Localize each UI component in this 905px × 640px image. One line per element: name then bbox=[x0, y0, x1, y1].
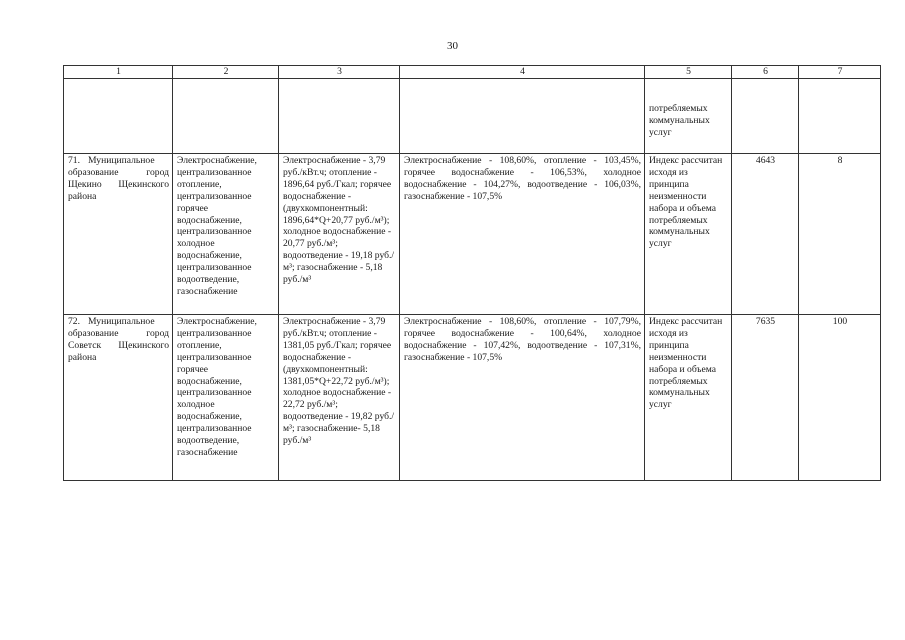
table-header-row bbox=[64, 66, 881, 79]
value-cell-col7: 100 bbox=[799, 315, 881, 481]
table-row-continuation bbox=[64, 79, 881, 154]
header-cell: 6 bbox=[732, 66, 799, 79]
empty-cell bbox=[732, 79, 799, 154]
method-cell: Индекс рассчитан исходя из принципа неизменности набора и объема потребляемых коммунальных услуг bbox=[645, 315, 732, 481]
value-cell-col7: 8 bbox=[799, 154, 881, 315]
tariffs-cell: Электроснабжение - 3,79 руб./кВт.ч; отопление - 1896,64 руб./Гкал; горячее водоснабжение - (двухкомпонентный: 1896,64*Q+20,77 руб./м³); холодное водоснабжение - 20,77 руб./м³; водоотведение - 19,18 руб./м³; газоснабжение - 5,18 руб./м³ bbox=[279, 154, 400, 315]
value-cell-col6: 7635 bbox=[732, 315, 799, 481]
services-cell: Электроснабжение, централизованное отопление, централизованное горячее водоснабжение, централизованное холодное водоснабжение, централизованное водоотведение, газоснабжение bbox=[173, 315, 279, 481]
indices-cell: Электроснабжение - 108,60%, отопление - 107,79%, горячее водоснабжение - 100,64%, холодное водоснабжение - 107,42%, водоотведение - 107,31%, газоснабжение - 107,5% bbox=[400, 315, 645, 481]
header-cell: 7 bbox=[799, 66, 881, 79]
empty-cell bbox=[279, 79, 400, 154]
header-cell: 4 bbox=[400, 66, 645, 79]
row-number: 72. bbox=[68, 316, 80, 327]
municipality-name: образование город Советск Щекинского района bbox=[68, 327, 169, 363]
municipality-name: образование город Щекино Щекинского района bbox=[68, 166, 169, 202]
tariffs-cell: Электроснабжение - 3,79 руб./кВт.ч; отопление - 1381,05 руб./Гкал; горячее водоснабжение - (двухкомпонентный: 1381,05*Q+22,72 руб./м³); холодное водоснабжение - 22,72 руб./м³; водоотведение - 19,82 руб./м³; газоснабжение- 5,18 руб./м³ bbox=[279, 315, 400, 481]
empty-cell bbox=[64, 79, 173, 154]
value-cell-col6: 4643 bbox=[732, 154, 799, 315]
empty-cell bbox=[799, 79, 881, 154]
empty-cell bbox=[400, 79, 645, 154]
row-number: 71. bbox=[68, 155, 80, 166]
page-number: 30 bbox=[447, 40, 458, 52]
empty-cell bbox=[173, 79, 279, 154]
method-cell: потребляемых коммунальных услуг bbox=[645, 79, 732, 154]
services-cell: Электроснабжение, централизованное отопление, централизованное горячее водоснабжение, централизованное холодное водоснабжение, централизованное водоотведение, газоснабжение bbox=[173, 154, 279, 315]
data-table bbox=[63, 65, 881, 481]
table-row bbox=[64, 315, 881, 481]
header-cell: 2 bbox=[173, 66, 279, 79]
header-cell: 5 bbox=[645, 66, 732, 79]
municipality-first-word: Муниципальное bbox=[88, 155, 155, 166]
municipality-cell bbox=[64, 315, 173, 481]
method-cell: Индекс рассчитан исходя из принципа неизменности набора и объема потребляемых коммунальных услуг bbox=[645, 154, 732, 315]
header-cell: 3 bbox=[279, 66, 400, 79]
municipality-cell bbox=[64, 154, 173, 315]
header-cell: 1 bbox=[64, 66, 173, 79]
indices-cell: Электроснабжение - 108,60%, отопление - 103,45%, горячее водоснабжение - 106,53%, холодное водоснабжение - 104,27%, водоотведение - 106,03%, газоснабжение - 107,5% bbox=[400, 154, 645, 315]
table-row bbox=[64, 154, 881, 315]
municipality-first-word: Муниципальное bbox=[88, 316, 155, 327]
